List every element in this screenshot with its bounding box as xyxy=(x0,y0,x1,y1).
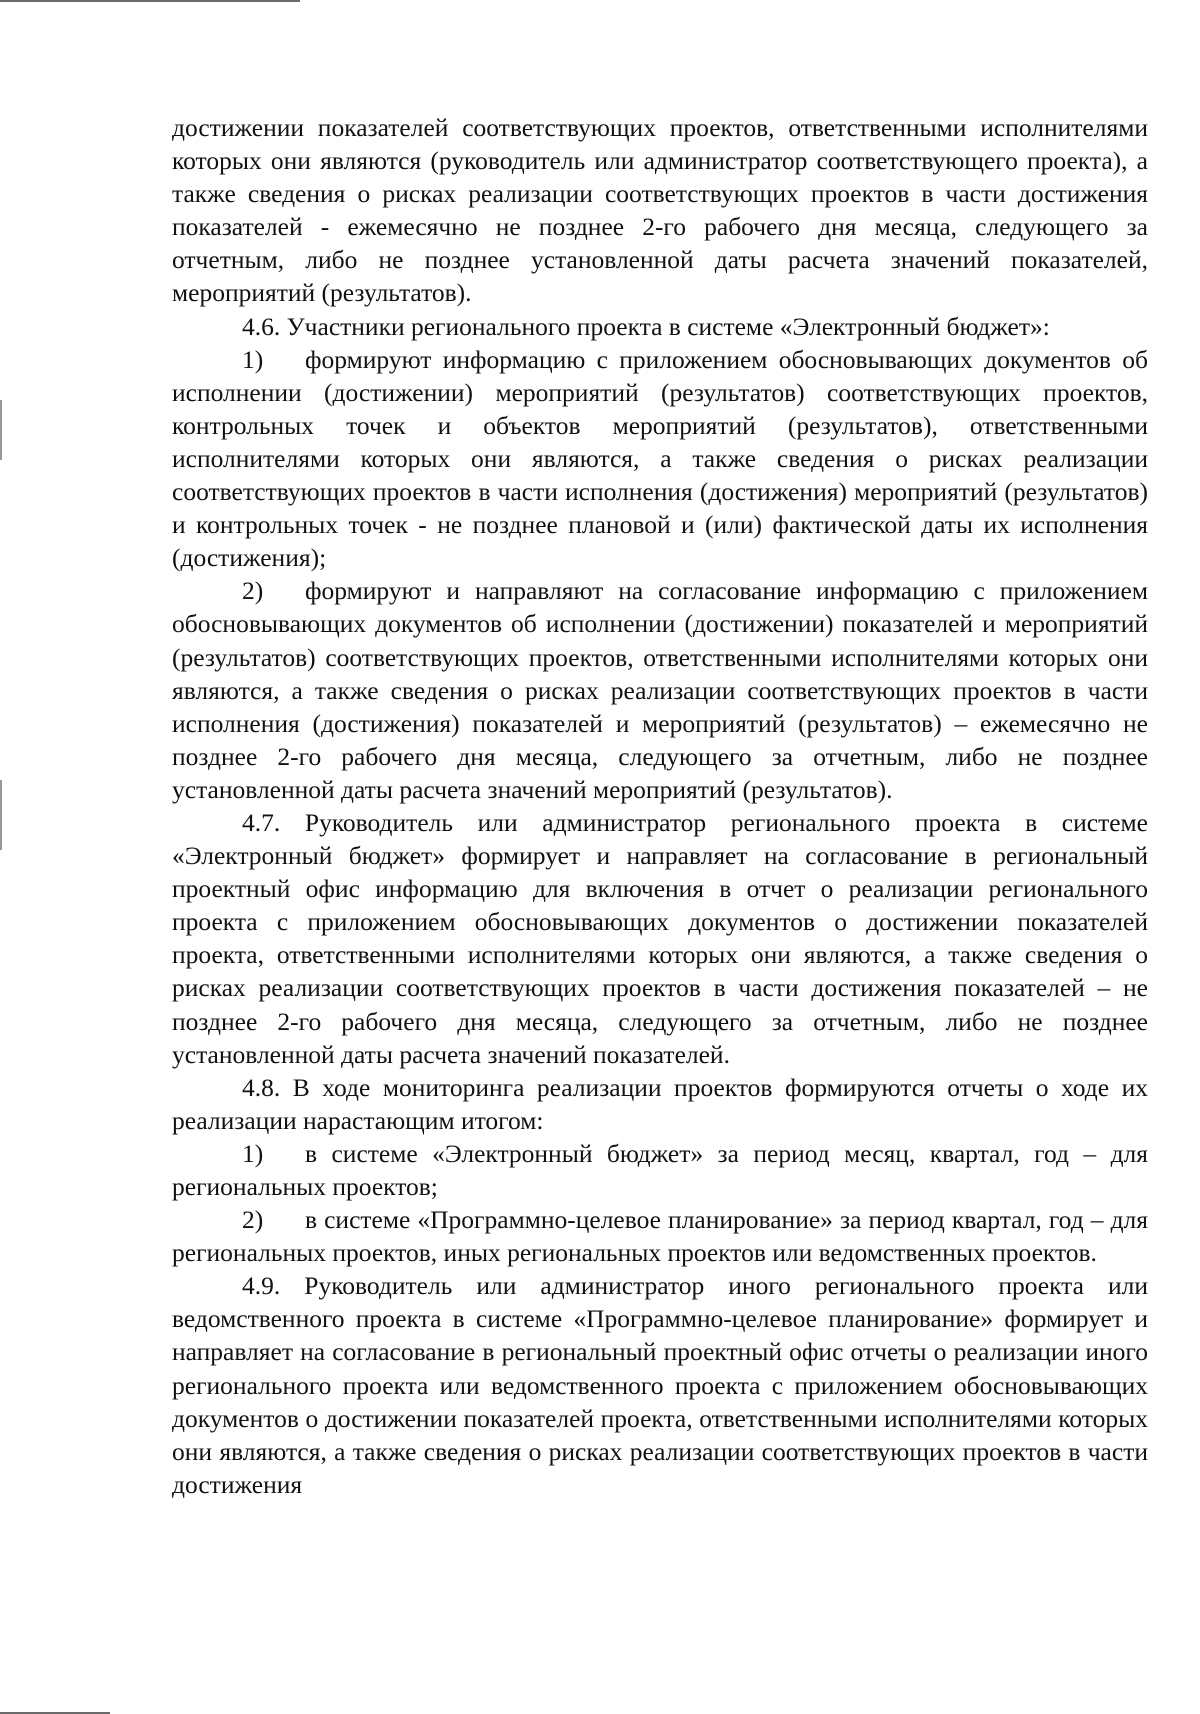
list-item-number: 2) xyxy=(242,576,264,606)
document-page xyxy=(172,111,1148,1501)
list-item-text: формируют информацию с приложением обосновывающих документов об исполнении (достижении) мероприятий (результатов) соответствующих проектов, контрольных точек и объектов мероприятий (результатов), ответственными исполнителями которых они являются, а также сведения о рисках реализации соответствующих проектов в части исполнения (достижения) мероприятий (результатов) и контрольных точек - не позднее плановой и (или) фактической даты их исполнения (достижения); xyxy=(172,344,1148,573)
paragraph-section-4-6: 4.6. Участники регионального проекта в системе «Электронный бюджет»: xyxy=(242,311,1050,341)
scan-margin-mark xyxy=(0,780,2,850)
list-item xyxy=(172,1203,1148,1269)
paragraph-section-4-8: 4.8. В ходе мониторинга реализации проектов формируются отчеты о ходе их реализации нарастающим итогом: xyxy=(172,1072,1148,1135)
list-item-number: 1) xyxy=(242,1138,264,1168)
list-item-number: 1) xyxy=(242,344,264,374)
paragraph-continuation: достижении показателей соответствующих проектов, ответственными исполнителями которых они являются (руководитель или администратор соответствующего проекта), а также сведения о рисках реализации соответствующих проектов в части достижения показателей - ежемесячно не позднее 2-го рабочего дня месяца, следующего за отчетным, либо не позднее установленной даты расчета значений показателей, мероприятий (результатов). xyxy=(172,113,1148,308)
list-item-text: в системе «Программно-целевое планирование» за период квартал, год – для региональных проектов, иных региональных проектов или ведомственных проектов. xyxy=(172,1205,1148,1268)
list-item-text: формируют и направляют на согласование информацию с приложением обосновывающих документов об исполнении (достижении) показателей и мероприятий (результатов) соответствующих проектов, ответственными исполнителями которых они являются, а также сведения о рисках реализации соответствующих проектов в части исполнения (достижения) показателей и мероприятий (результатов) – ежемесячно не позднее 2-го рабочего дня месяца, следующего за отчетным, либо не позднее установленной даты расчета значений мероприятий (результатов). xyxy=(172,576,1148,804)
list-item xyxy=(172,343,1148,575)
list-item xyxy=(172,574,1148,806)
paragraph-section-4-7: 4.7. Руководитель или администратор регионального проекта в системе «Электронный бюджет» формирует и направляет на согласование в региональный проектный офис информацию для включения в отчет о реализации регионального проекта с приложением обосновывающих документов о достижении показателей проекта, ответственными исполнителями которых они являются, а также сведения о рисках реализации соответствующих проектов в части достижения показателей – не позднее 2-го рабочего дня месяца, следующего за отчетным, либо не позднее установленной даты расчета значений показателей. xyxy=(172,807,1148,1069)
list-item xyxy=(172,1137,1148,1203)
list-item-number: 2) xyxy=(242,1205,264,1235)
scan-margin-mark xyxy=(0,400,2,460)
scan-edge-top xyxy=(0,0,300,2)
paragraph-section-4-9: 4.9. Руководитель или администратор иного регионального проекта или ведомственного проекта в системе «Программно-целевое планирование» формирует и направляет на согласование в региональный проектный офис отчеты о реализации иного регионального проекта или ведомственного проекта с приложением обосновывающих документов о достижении показателей проекта, ответственными исполнителями которых они являются, а также сведения о рисках реализации соответствующих проектов в части достижения xyxy=(172,1271,1148,1499)
list-item-text: в системе «Электронный бюджет» за период месяц, квартал, год – для региональных проектов; xyxy=(172,1138,1148,1201)
